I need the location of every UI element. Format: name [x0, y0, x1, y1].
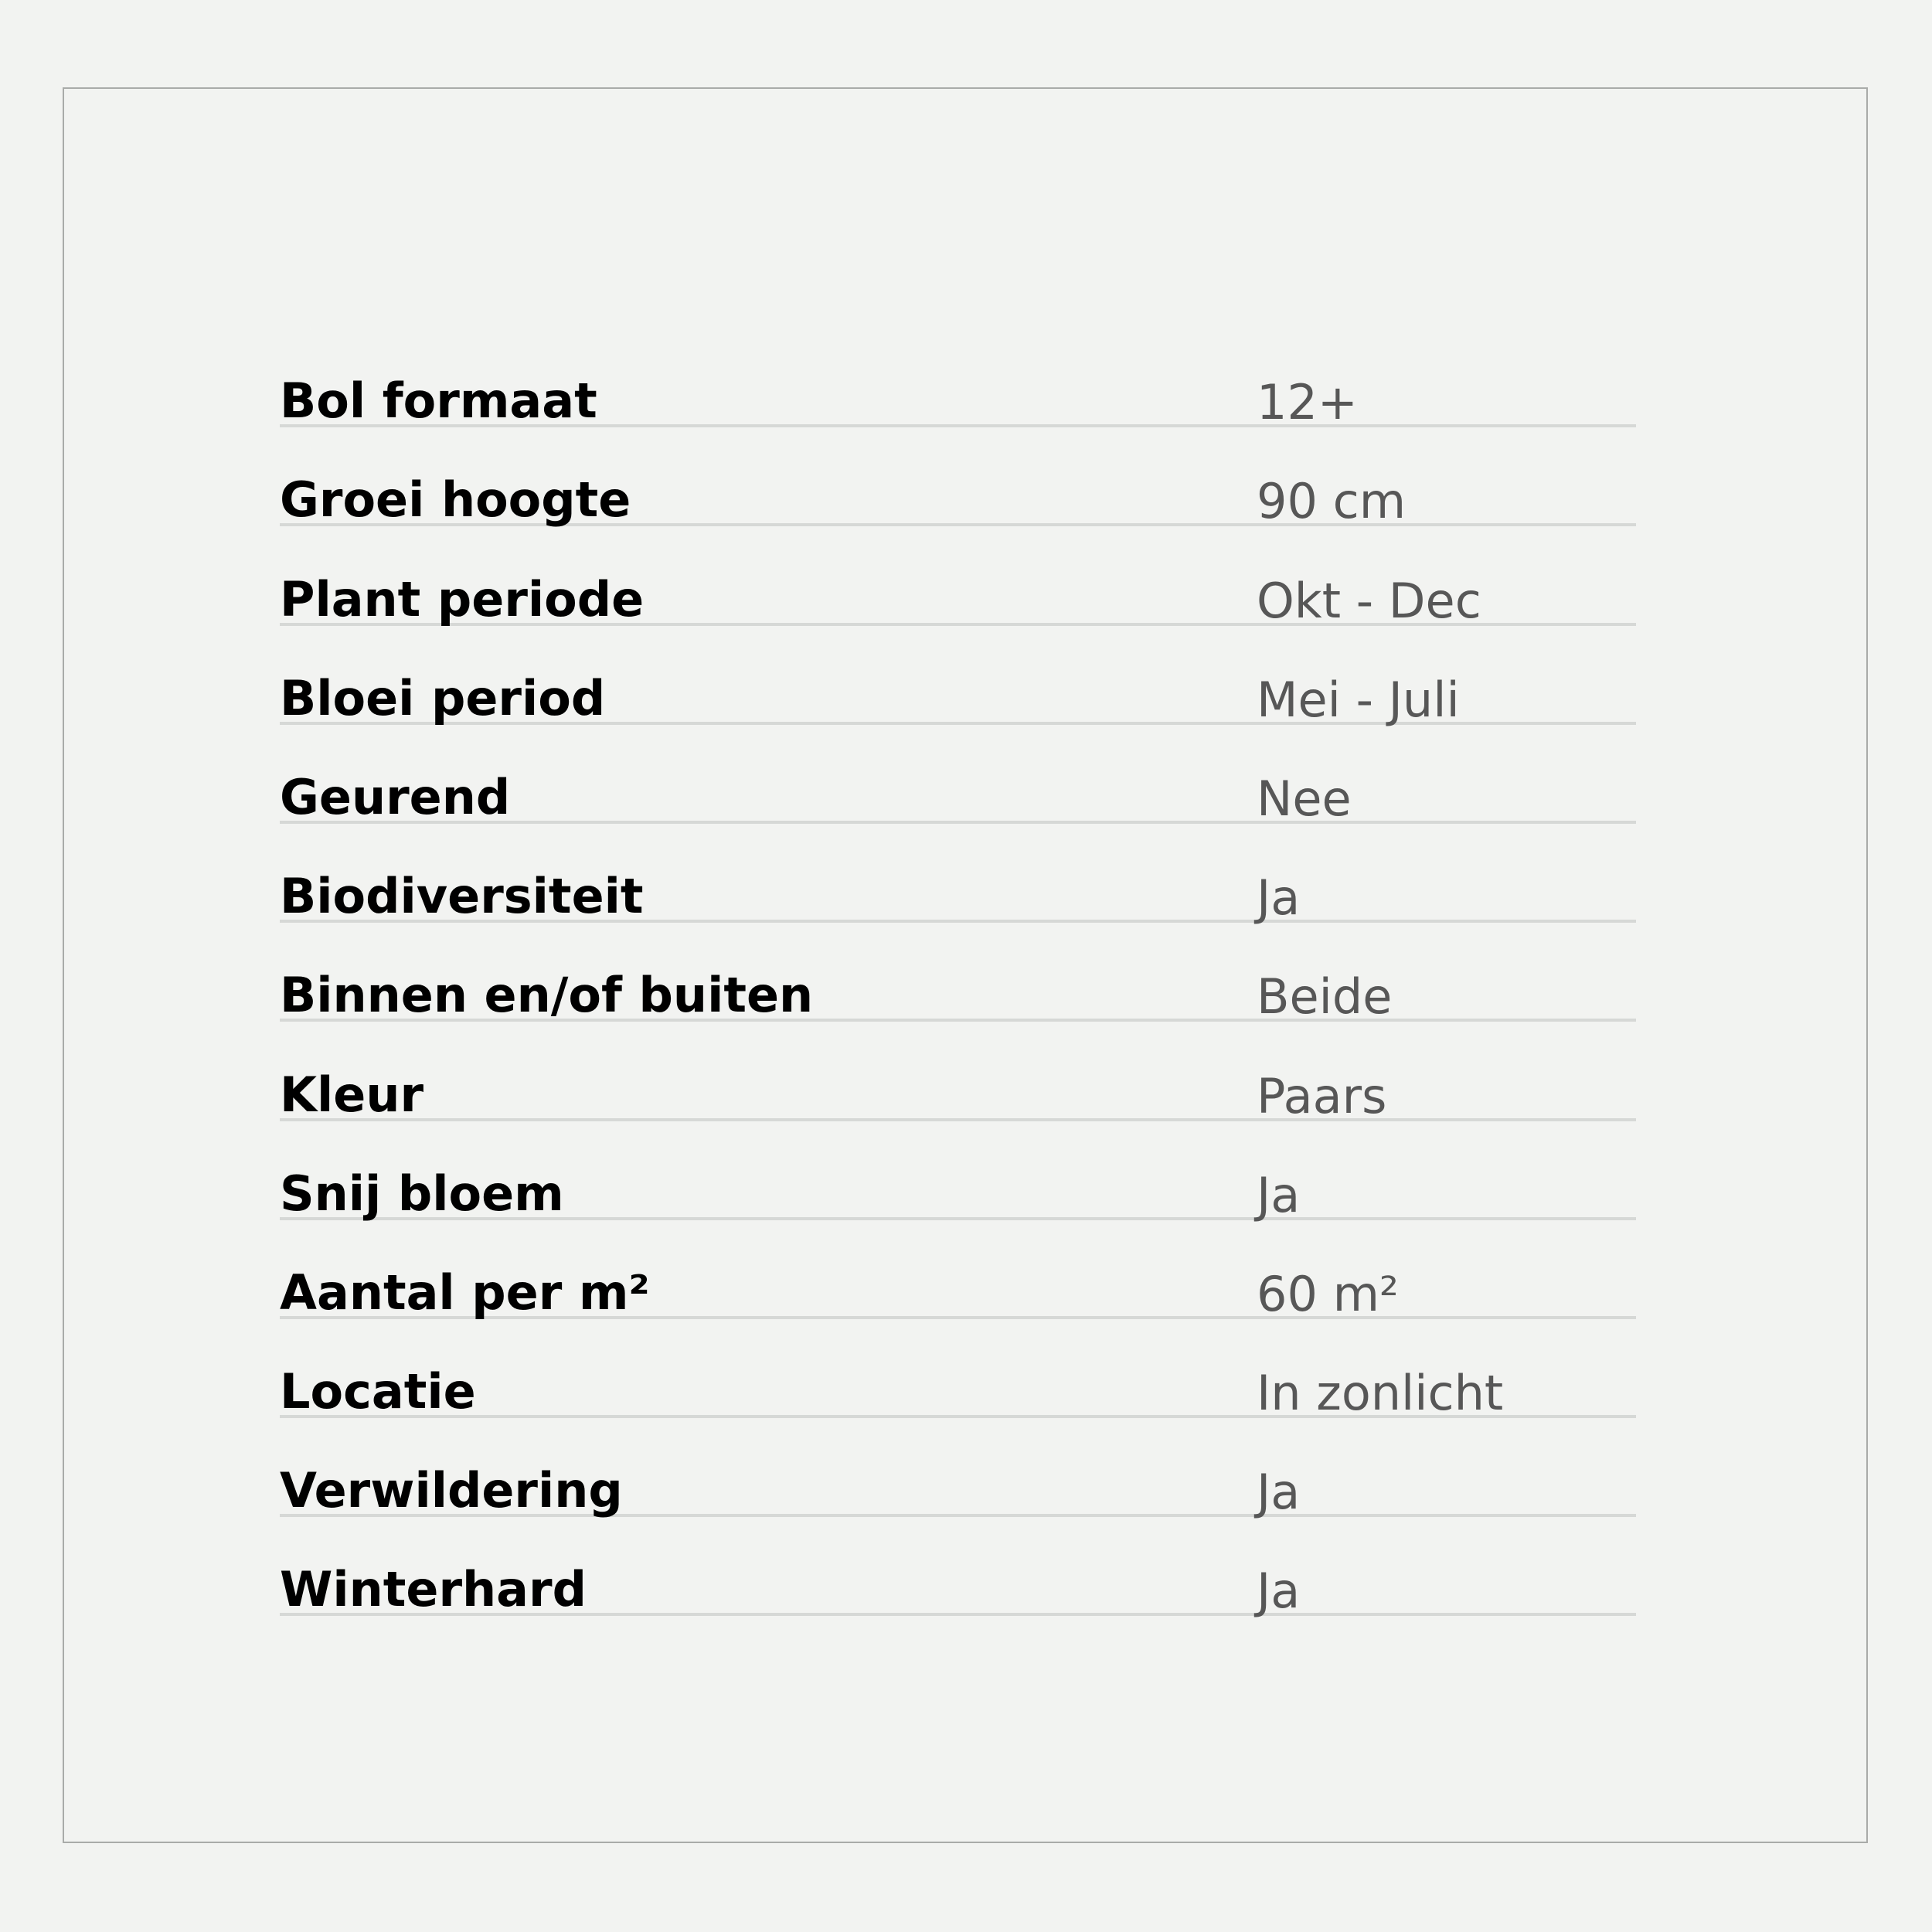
spec-value: 90 cm	[1257, 473, 1406, 530]
spec-label: Locatie	[280, 1363, 476, 1420]
spec-value: Ja	[1257, 1563, 1301, 1620]
spec-label: Plant periode	[280, 570, 645, 628]
spec-row	[280, 328, 1636, 431]
spec-label: Kleur	[280, 1066, 424, 1123]
spec-row	[280, 923, 1636, 1026]
spec-value: Beide	[1257, 968, 1393, 1026]
spec-value: Ja	[1257, 869, 1301, 927]
spec-value: Mei - Juli	[1257, 671, 1460, 728]
spec-label: Geurend	[280, 768, 511, 825]
spec-row	[280, 824, 1636, 927]
spec-row	[280, 1220, 1636, 1322]
spec-row	[280, 626, 1636, 728]
spec-row	[280, 1121, 1636, 1223]
spec-row	[280, 1418, 1636, 1521]
spec-label: Snij bloem	[280, 1165, 564, 1222]
spec-value: Paars	[1257, 1067, 1387, 1124]
spec-value: 12+	[1257, 374, 1358, 431]
spec-row	[280, 526, 1636, 629]
spec-value: Nee	[1257, 770, 1352, 827]
spec-label: Bloei period	[280, 669, 606, 726]
spec-value: Ja	[1257, 1166, 1301, 1223]
spec-label: Binnen en/of buiten	[280, 967, 814, 1024]
spec-value: Okt - Dec	[1257, 572, 1481, 629]
spec-label: Groei hoogte	[280, 471, 631, 529]
spec-row	[280, 1319, 1636, 1422]
spec-value: In zonlicht	[1257, 1365, 1504, 1422]
spec-row	[280, 1517, 1636, 1620]
spec-value: Ja	[1257, 1464, 1301, 1521]
spec-label: Winterhard	[280, 1561, 587, 1618]
spec-row	[280, 725, 1636, 827]
spec-label: Verwildering	[280, 1462, 623, 1519]
spec-label: Biodiversiteit	[280, 868, 644, 925]
spec-row	[280, 1022, 1636, 1124]
spec-table	[280, 328, 1636, 1620]
spec-value: 60 m²	[1257, 1265, 1399, 1322]
spec-label: Bol formaat	[280, 372, 597, 430]
spec-row	[280, 427, 1636, 530]
spec-label: Aantal per m²	[280, 1264, 650, 1321]
